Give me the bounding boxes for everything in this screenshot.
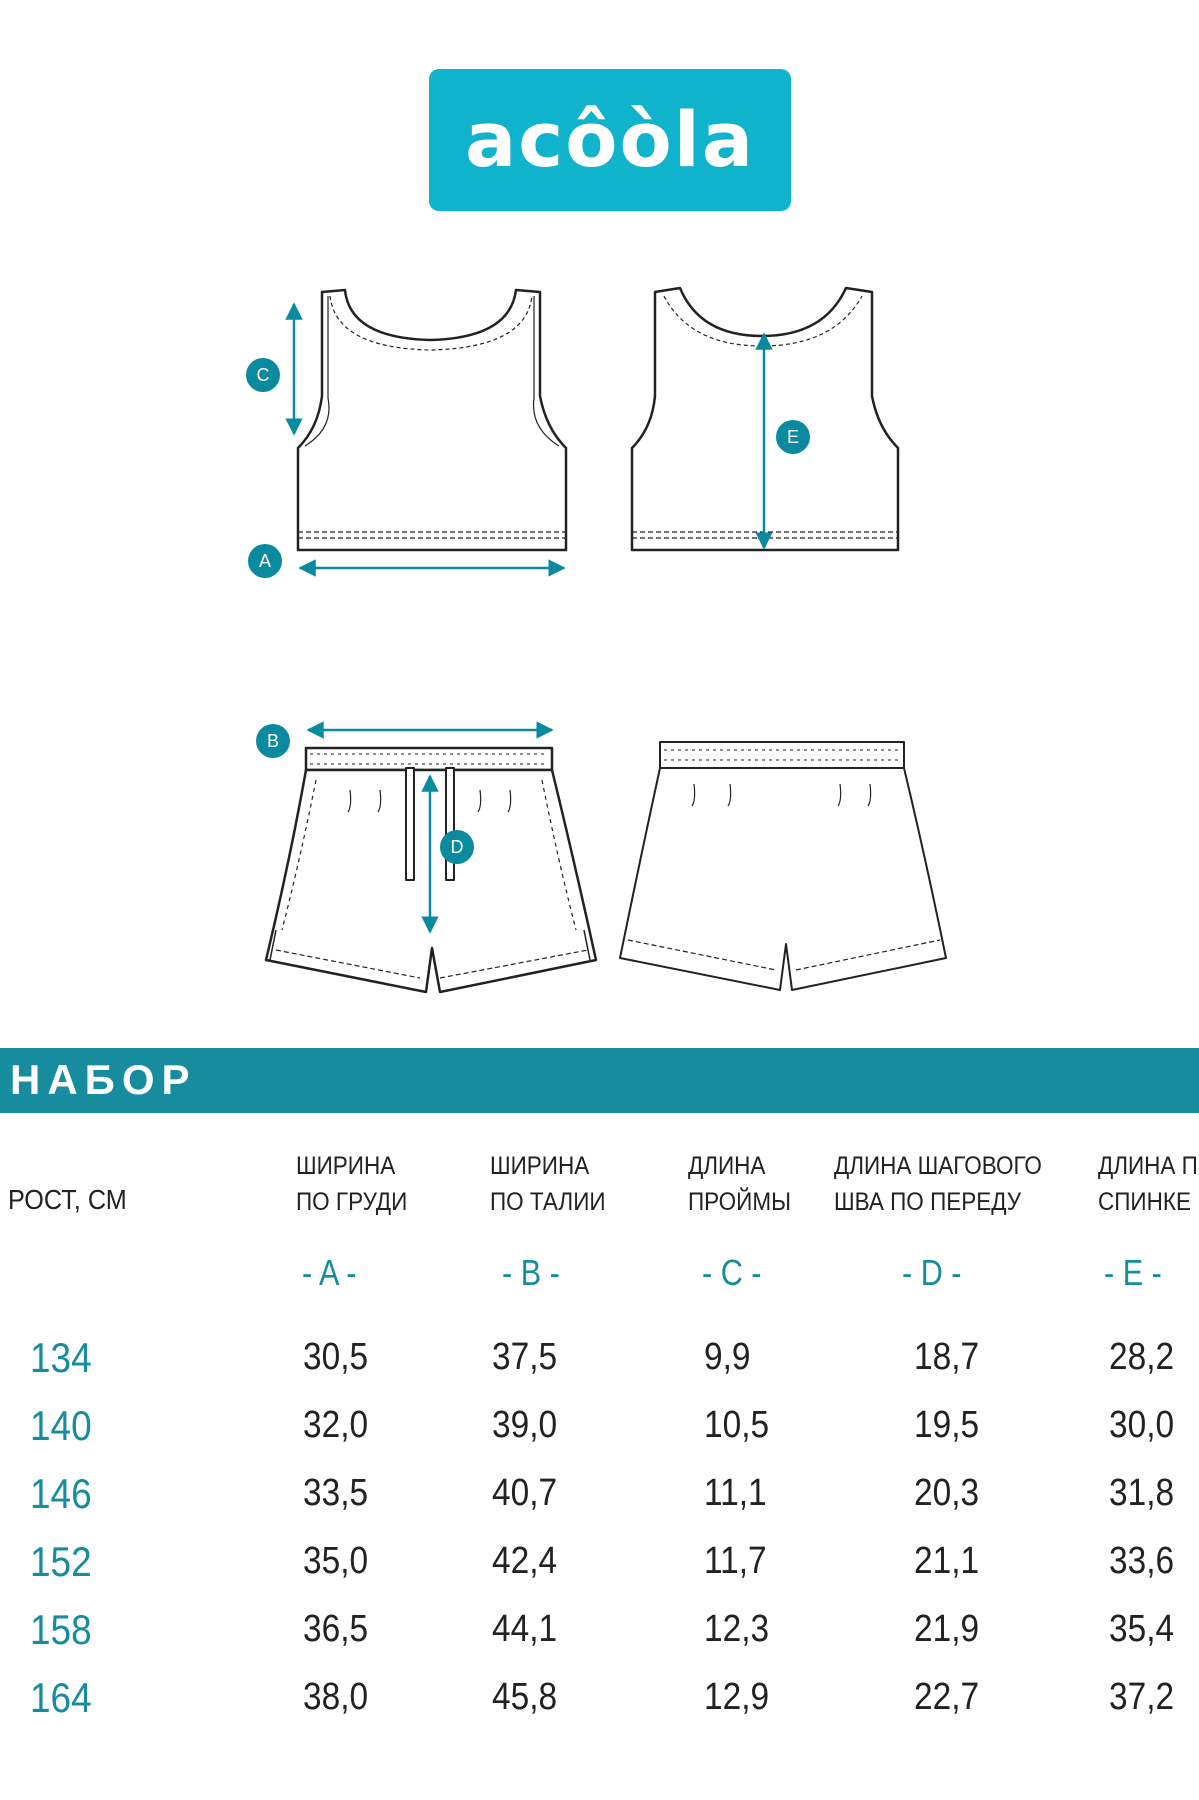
cell-b: 39,0 (492, 1404, 558, 1446)
col-header-e-line1: ДЛИНА П (1098, 1152, 1198, 1180)
row-height: 134 (30, 1334, 92, 1381)
cell-e: 30,0 (1109, 1404, 1175, 1446)
col-header-a (296, 1148, 407, 1220)
col-header-b-line2: ПО ТАЛИИ (490, 1188, 606, 1216)
section-title: НАБОР (10, 1056, 197, 1103)
callout-e: E (776, 420, 810, 454)
height-column-header: РОСТ, СМ (8, 1184, 127, 1215)
row-height: 140 (30, 1402, 92, 1449)
cell-b: 45,8 (492, 1676, 558, 1718)
callout-c: C (246, 358, 280, 392)
cell-a: 32,0 (303, 1404, 369, 1446)
cell-c: 9,9 (704, 1336, 751, 1378)
cell-d: 22,7 (914, 1676, 980, 1718)
cell-c: 10,5 (704, 1404, 770, 1446)
row-height: 146 (30, 1470, 92, 1517)
callout-d: D (440, 830, 474, 864)
col-header-d-line2: ШВА ПО ПЕРЕДУ (834, 1188, 1022, 1216)
col-header-b-line1: ШИРИНА (490, 1152, 590, 1180)
crop-top-front (298, 290, 566, 550)
cell-d: 20,3 (914, 1472, 980, 1514)
cell-a: 38,0 (303, 1676, 369, 1718)
col-header-c (688, 1148, 791, 1220)
cell-c: 12,3 (704, 1608, 770, 1650)
cell-c: 11,1 (704, 1472, 767, 1514)
cell-d: 18,7 (914, 1336, 980, 1378)
col-header-b (490, 1148, 606, 1220)
cell-b: 40,7 (492, 1472, 558, 1514)
brand-logo-text: acôòla (464, 95, 756, 184)
callout-a: A (248, 544, 282, 578)
cell-d: 21,9 (914, 1608, 980, 1650)
cell-a: 35,0 (303, 1540, 369, 1582)
cell-a: 36,5 (303, 1608, 369, 1650)
row-height: 158 (30, 1606, 92, 1653)
col-header-d (834, 1148, 1042, 1220)
cell-c: 11,7 (704, 1540, 767, 1582)
cell-e: 33,6 (1109, 1540, 1175, 1582)
callout-b: B (256, 724, 290, 758)
col-header-e (1098, 1148, 1198, 1220)
col-header-a-line2: ПО ГРУДИ (296, 1188, 408, 1216)
cell-c: 12,9 (704, 1676, 770, 1718)
col-code-d: - D - (902, 1252, 962, 1293)
cell-b: 37,5 (492, 1336, 558, 1378)
section-title-band (0, 1048, 1199, 1113)
col-header-c-line1: ДЛИНА (688, 1152, 766, 1180)
col-header-e-line2: СПИНКЕ (1098, 1188, 1191, 1216)
col-header-a-line1: ШИРИНА (296, 1152, 396, 1180)
cell-d: 21,1 (914, 1540, 980, 1582)
cell-b: 42,4 (492, 1540, 558, 1582)
col-code-b: - B - (502, 1252, 560, 1293)
col-code-a: - A - (302, 1252, 357, 1293)
cell-e: 31,8 (1109, 1472, 1175, 1514)
cell-a: 33,5 (303, 1472, 369, 1514)
cell-b: 44,1 (492, 1608, 558, 1650)
cell-e: 28,2 (1109, 1336, 1175, 1378)
cell-e: 35,4 (1109, 1608, 1175, 1650)
col-header-d-line1: ДЛИНА ШАГОВОГО (834, 1152, 1042, 1180)
cell-a: 30,5 (303, 1336, 369, 1378)
col-code-e: - E - (1104, 1252, 1162, 1293)
row-height: 164 (30, 1674, 92, 1721)
cell-e: 37,2 (1109, 1676, 1175, 1718)
col-code-c: - C - (702, 1252, 762, 1293)
col-header-c-line2: ПРОЙМЫ (688, 1188, 792, 1216)
cell-d: 19,5 (914, 1404, 980, 1446)
shorts-back (620, 742, 946, 990)
row-height: 152 (30, 1538, 92, 1585)
